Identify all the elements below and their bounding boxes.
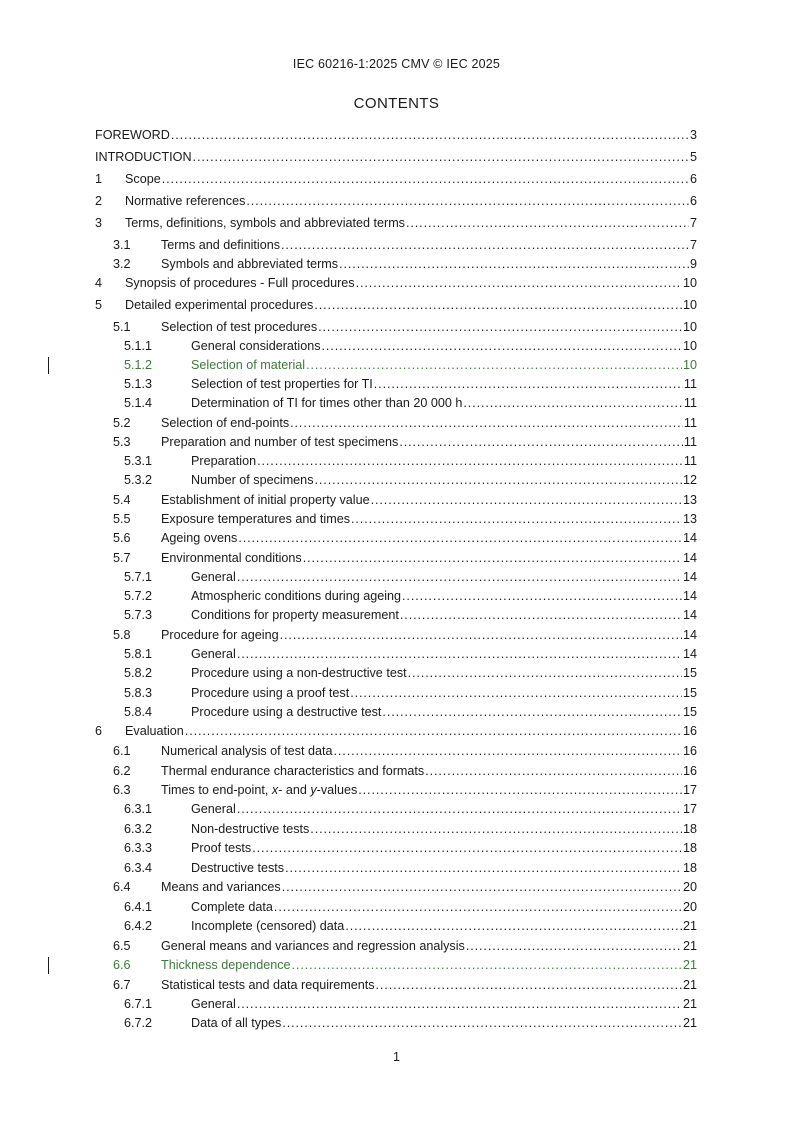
toc-entry-page: 15 [682,686,697,700]
toc-entry-page: 14 [682,589,697,603]
toc-entry-number: 6.7.1 [124,997,153,1011]
toc-entry-number: 5.8.3 [124,686,153,700]
toc-entry-label: Destructive tests [191,861,285,875]
toc-entry-page: 18 [682,861,697,875]
dot-leader [463,394,683,413]
toc-entry-number: 5.1.2 [124,358,153,372]
toc-entry-number: 4 [95,276,103,290]
toc-entry-number: 3.1 [113,238,131,252]
toc-entry-number: 1 [95,172,103,186]
dot-leader [237,645,682,664]
toc-entry-number: 6.3 [113,783,131,797]
change-bar [48,957,49,974]
dot-leader [237,800,682,819]
dot-leader [376,976,682,995]
toc-entry-number: 5.1.4 [124,396,153,410]
toc-entry-label: Means and variances [161,880,281,894]
toc-entry-number: 5.3.1 [124,454,153,468]
toc-entry-label: Procedure for ageing [161,628,279,642]
dot-leader [282,878,682,897]
toc-entry-page: 16 [682,724,697,738]
dot-leader [334,742,682,761]
toc-entry-label: Incomplete (censored) data [191,919,345,933]
toc-entry[interactable] [0,170,793,189]
dot-leader [351,510,682,529]
dot-leader [193,148,689,167]
toc-entry-number: 5.8.1 [124,647,153,661]
toc-entry-number: 5.2 [113,416,131,430]
dot-leader [171,126,689,145]
toc-entry[interactable] [0,937,793,956]
toc-entry[interactable] [0,192,793,211]
toc-entry-page: 20 [682,900,697,914]
dot-leader [257,452,683,471]
dot-leader [371,491,682,510]
toc-entry-number: 5.4 [113,493,131,507]
toc-entry[interactable] [0,375,793,394]
toc-entry[interactable] [0,1014,793,1033]
toc-entry-label: Ageing ovens [161,531,238,545]
dot-leader [358,781,682,800]
toc-entry[interactable] [0,296,793,315]
toc-entry-page: 20 [682,880,697,894]
toc-entry-label: Preparation and number of test specimens [161,435,399,449]
toc-entry-label: Synopsis of procedures - Full procedures [125,276,355,290]
dot-leader [345,917,682,936]
toc-entry-page: 9 [689,257,697,271]
toc-entry-page: 21 [682,1016,697,1030]
toc-entry-number: 5.7.2 [124,589,153,603]
dot-leader [318,318,682,337]
dot-leader [274,898,682,917]
toc-entry[interactable] [0,995,793,1014]
toc-entry-number: 6.2 [113,764,131,778]
toc-entry-page: 13 [682,493,697,507]
toc-entry-number: 5.1 [113,320,131,334]
toc-entry-page: 21 [682,958,697,972]
toc-entry-number: 6.3.4 [124,861,153,875]
dot-leader [282,1014,682,1033]
toc-entry[interactable] [0,587,793,606]
toc-entry-label: Selection of end-points [161,416,290,430]
dot-leader [402,587,682,606]
toc-entry-number: 5.8.4 [124,705,153,719]
toc-entry-label: Thickness dependence [161,958,291,972]
toc-entry-page: 21 [682,939,697,953]
dot-leader [246,192,689,211]
toc-entry-page: 15 [682,666,697,680]
toc-entry-number: 5.7 [113,551,131,565]
toc-entry-page: 10 [682,276,697,290]
toc-entry-label: Scope [125,172,161,186]
dot-leader [382,703,682,722]
dot-leader [425,762,682,781]
toc-entry-page: 16 [682,744,697,758]
toc-entry-page: 17 [682,783,697,797]
toc-entry-number: 6.6 [113,958,131,972]
toc-entry-number: 6.4.1 [124,900,153,914]
page-number: 1 [393,1050,400,1064]
toc-entry-page: 15 [682,705,697,719]
toc-entry-page: 16 [682,764,697,778]
toc-entry-number: 6.5 [113,939,131,953]
toc-entry-page: 11 [683,435,697,449]
toc-entry[interactable] [0,762,793,781]
toc-entry-label: Procedure using a proof test [191,686,350,700]
toc-entry[interactable] [0,684,793,703]
toc-entry-page: 14 [682,647,697,661]
dot-leader [374,375,683,394]
toc-entry[interactable] [0,664,793,683]
dot-leader [292,956,682,975]
dot-leader [466,937,682,956]
toc-entry-page: 18 [682,841,697,855]
dot-leader [315,471,682,490]
dot-leader [303,549,682,568]
toc-entry-page: 14 [682,570,697,584]
toc-entry[interactable] [0,820,793,839]
toc-entry-number: 5.8.2 [124,666,153,680]
toc-entry-page: 14 [682,608,697,622]
toc-entry-page: 17 [682,802,697,816]
toc-entry[interactable] [0,356,793,375]
dot-leader [356,274,682,293]
toc-entry-page: 10 [682,298,697,312]
toc-entry[interactable] [0,781,793,800]
dot-leader [162,170,689,189]
toc-entry-page: 10 [682,358,697,372]
toc-entry-label: Data of all types [191,1016,282,1030]
dot-leader [281,236,689,255]
toc-entry-label: Establishment of initial property value [161,493,370,507]
toc-entry-number: 5.1.1 [124,339,153,353]
toc-entry-number: 6.3.2 [124,822,153,836]
toc-entry[interactable] [0,917,793,936]
toc-entry-number: 5.6 [113,531,131,545]
toc-entry[interactable] [0,394,793,413]
toc-entry-label: Proof tests [191,841,252,855]
dot-leader [185,722,682,741]
toc-entry-page: 21 [682,919,697,933]
toc-entry-label: Numerical analysis of test data [161,744,333,758]
toc-entry[interactable] [0,976,793,995]
toc-entry-label: Statistical tests and data requirements [161,978,375,992]
dot-leader [339,255,689,274]
toc-entry-label: Symbols and abbreviated terms [161,257,339,271]
toc-entry[interactable] [0,491,793,510]
toc-entry[interactable] [0,148,793,167]
toc-entry-label: General [191,647,236,661]
toc-entry[interactable] [0,568,793,587]
toc-entry-page: 21 [682,997,697,1011]
toc-entry-label: Determination of TI for times other than 20 000 h [191,396,463,410]
toc-entry-number: 6.1 [113,744,131,758]
toc-entry-number: 5.1.3 [124,377,153,391]
toc-entry[interactable] [0,214,793,233]
toc-entry-page: 13 [682,512,697,526]
toc-entry[interactable] [0,898,793,917]
toc-entry[interactable] [0,956,793,975]
toc-entry-label: General [191,570,236,584]
toc-entry-number: 5.8 [113,628,131,642]
toc-entry-number: 5.5 [113,512,131,526]
toc-entry-label: Procedure using a non-destructive test [191,666,407,680]
toc-entry[interactable] [0,433,793,452]
toc-entry-label: Procedure using a destructive test [191,705,382,719]
toc-entry[interactable] [0,274,793,293]
dot-leader [290,414,683,433]
toc-entry-number: 6.3.1 [124,802,153,816]
toc-entry-page: 14 [682,628,697,642]
toc-entry-number: 3.2 [113,257,131,271]
toc-entry-label: FOREWORD [95,128,170,142]
toc-entry-label: INTRODUCTION [95,150,192,164]
toc-entry-label: Thermal endurance characteristics and formats [161,764,425,778]
toc-entry[interactable] [0,452,793,471]
toc-entry-number: 6.7 [113,978,131,992]
toc-entry-page: 18 [682,822,697,836]
toc-entry-page: 10 [682,339,697,353]
toc-entry[interactable] [0,722,793,741]
toc-entry[interactable] [0,703,793,722]
dot-leader [408,664,682,683]
toc-entry-label: Preparation [191,454,257,468]
toc-entry-label: Conditions for property measurement [191,608,399,622]
dot-leader [310,820,682,839]
toc-entry[interactable] [0,414,793,433]
toc-entry[interactable] [0,742,793,761]
toc-entry-page: 11 [683,416,697,430]
page-title: CONTENTS [353,95,440,112]
toc-entry-label: Terms, definitions, symbols and abbreviated terms [125,216,405,230]
toc-entry-label: Non-destructive tests [191,822,310,836]
dot-leader [237,995,682,1014]
toc-entry-label: Selection of test procedures [161,320,318,334]
toc-entry[interactable] [0,471,793,490]
dot-leader [322,337,682,356]
toc-entry-page: 6 [689,194,697,208]
toc-entry-label: Normative references [125,194,246,208]
toc-entry-label: Selection of test properties for TI [191,377,373,391]
dot-leader [350,684,682,703]
toc-entry-number: 6 [95,724,103,738]
toc-entry[interactable] [0,606,793,625]
toc-entry-number: 5.3 [113,435,131,449]
toc-entry-label: Evaluation [125,724,184,738]
toc-entry[interactable] [0,318,793,337]
toc-entry-label: Times to end-point, x- and y-values [161,783,358,797]
toc-entry-label: Environmental conditions [161,551,302,565]
change-bar [48,357,49,374]
document-header: IEC 60216-1:2025 CMV © IEC 2025 [292,57,501,71]
toc-entry-page: 14 [682,551,697,565]
toc-entry-number: 6.4.2 [124,919,153,933]
dot-leader [314,296,682,315]
toc-entry[interactable] [0,878,793,897]
dot-leader [280,626,682,645]
toc-entry[interactable] [0,549,793,568]
toc-entry-page: 6 [689,172,697,186]
toc-entry[interactable] [0,839,793,858]
toc-entry-label: General [191,802,236,816]
dot-leader [406,214,689,233]
toc-entry[interactable] [0,510,793,529]
toc-entry[interactable] [0,859,793,878]
toc-entry-label: General [191,997,236,1011]
toc-entry-page: 21 [682,978,697,992]
toc-entry[interactable] [0,645,793,664]
toc-entry-number: 5.7.3 [124,608,153,622]
toc-entry-page: 7 [689,216,697,230]
toc-entry-page: 3 [689,128,697,142]
toc-entry[interactable] [0,255,793,274]
toc-entry-label: Selection of material [191,358,306,372]
toc-entry-page: 11 [683,454,697,468]
toc-entry[interactable] [0,800,793,819]
toc-entry-label: General considerations [191,339,321,353]
dot-leader [237,568,682,587]
toc-entry-label: General means and variances and regression analysis [161,939,465,953]
toc-entry-page: 10 [682,320,697,334]
toc-entry-label: Number of specimens [191,473,314,487]
toc-entry-number: 2 [95,194,103,208]
toc-entry-label: Terms and definitions [161,238,281,252]
toc-entry[interactable] [0,126,793,145]
toc-entry-number: 6.4 [113,880,131,894]
dot-leader [238,529,682,548]
toc-entry-page: 11 [683,377,697,391]
toc-entry-page: 5 [689,150,697,164]
toc-entry-number: 5 [95,298,103,312]
toc-entry[interactable] [0,529,793,548]
toc-entry-page: 11 [683,396,697,410]
dot-leader [400,606,682,625]
dot-leader [306,356,682,375]
toc-entry-number: 3 [95,216,103,230]
dot-leader [252,839,682,858]
toc-entry-number: 5.7.1 [124,570,153,584]
toc-entry-number: 5.3.2 [124,473,153,487]
toc-entry-page: 14 [682,531,697,545]
toc-entry-label: Detailed experimental procedures [125,298,314,312]
toc-entry[interactable] [0,337,793,356]
toc-entry-page: 7 [689,238,697,252]
toc-entry-number: 6.3.3 [124,841,153,855]
toc-entry-page: 12 [682,473,697,487]
toc-entry-label: Complete data [191,900,273,914]
toc-entry-label: Atmospheric conditions during ageing [191,589,402,603]
toc-entry-label: Exposure temperatures and times [161,512,350,526]
toc-entry[interactable] [0,626,793,645]
dot-leader [285,859,682,878]
toc-entry-number: 6.7.2 [124,1016,153,1030]
dot-leader [399,433,683,452]
toc-entry[interactable] [0,236,793,255]
